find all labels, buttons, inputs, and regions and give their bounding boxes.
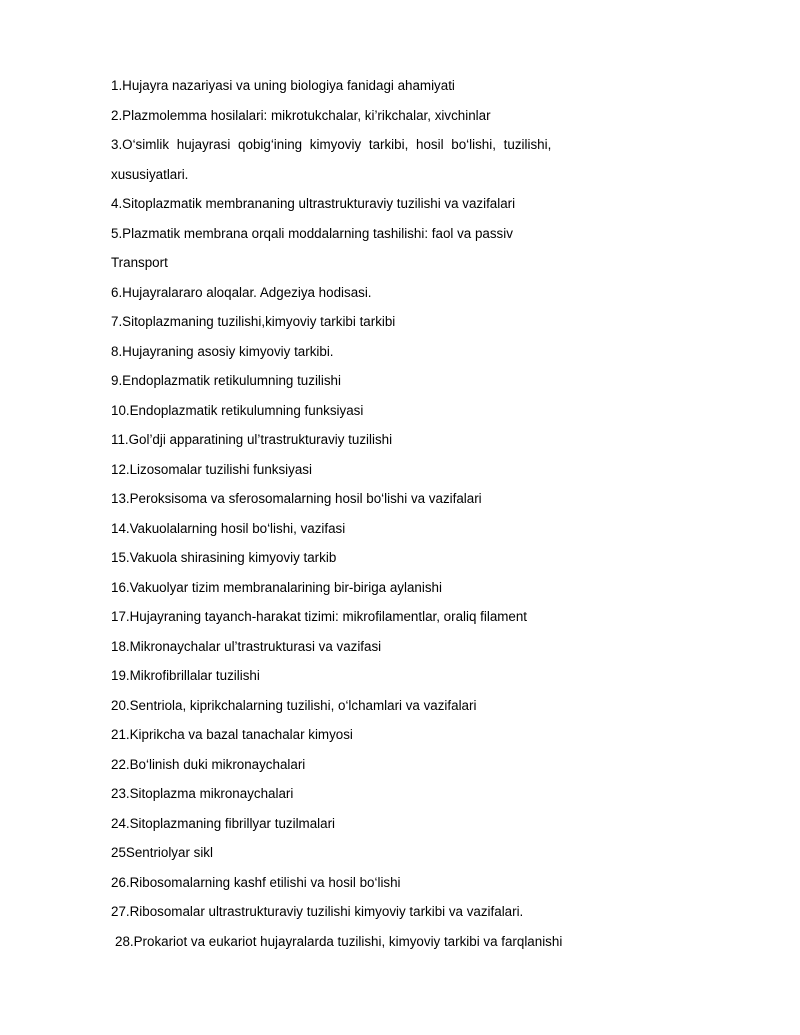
list-item: 25Sentriolyar sikl <box>111 845 213 860</box>
list-item: 22.Bo‘linish duki mikronaychalari <box>111 756 306 772</box>
topic-list <box>111 71 581 956</box>
list-item: 28.Prokariot va eukariot hujayralarda tuzilishi, kimyoviy tarkibi va farqlanishi <box>115 933 563 949</box>
list-item: 6.Hujayralararo aloqalar. Adgeziya hodisasi. <box>111 284 372 300</box>
list-item: 27.Ribosomalar ultrastrukturaviy tuzilishi kimyoviy tarkibi va vazifalari. <box>111 904 524 919</box>
list-item: 7.Sitoplazmaning tuzilishi,kimyoviy tarkibi tarkibi <box>111 314 396 329</box>
list-item: xususiyatlari. <box>111 166 189 182</box>
list-item: 23.Sitoplazma mikronaychalari <box>111 786 294 801</box>
list-item: 15.Vakuola shirasining kimyoviy tarkib <box>111 550 337 565</box>
list-item: 9.Endoplazmatik retikulumning tuzilishi <box>111 373 341 388</box>
list-item: 26.Ribosomalarning kashf etilishi va hosil bo‘lishi <box>111 874 401 890</box>
list-item: 19.Mikrofibrillalar tuzilishi <box>111 668 260 683</box>
list-item: 20.Sentriola, kiprikchalarning tuzilishi, o‘lchamlari va vazifalari <box>111 697 477 713</box>
list-item: 2.Plazmolemma hosilalari: mikrotukchalar, ki’rikchalar, xivchinlar <box>111 107 491 123</box>
list-item: Transport <box>111 255 168 270</box>
list-item: 14.Vakuolalarning hosil bo‘lishi, vazifasi <box>111 520 346 536</box>
list-item: 11.Gol’dji apparatining ul’trastrukturaviy tuzilishi <box>111 432 393 447</box>
list-item: 16.Vakuolyar tizim membranalarining bir-biriga aylanishi <box>111 579 442 595</box>
list-item: 10.Endoplazmatik retikulumning funksiyasi <box>111 402 364 418</box>
list-item: 21.Kiprikcha va bazal tanachalar kimyosi <box>111 727 353 742</box>
list-item: 13.Peroksisoma va sferosomalarning hosil bo‘lishi va vazifalari <box>111 491 482 506</box>
list-item: 4.Sitoplazmatik membrananing ultrastrukturaviy tuzilishi va vazifalari <box>111 196 516 211</box>
list-item: 8.Hujayraning asosiy kimyoviy tarkibi. <box>111 343 334 359</box>
list-item: 1.Hujayra nazariyasi va uning biologiya fanidagi ahamiyati <box>111 78 455 93</box>
list-item: 18.Mikronaychalar ul’trastrukturasi va vazifasi <box>111 638 382 654</box>
list-item: 3.O‘simlik hujayrasi qobig‘ining kimyoviy tarkibi, hosil bo‘lishi, tuzilishi, <box>111 137 552 152</box>
list-item: 5.Plazmatik membrana orqali moddalarning tashilishi: faol va passiv <box>111 225 513 241</box>
list-item: 17.Hujayraning tayanch-harakat tizimi: mikrofilamentlar, oraliq filament <box>111 609 528 624</box>
list-item: 24.Sitoplazmaning fibrillyar tuzilmalari <box>111 815 336 831</box>
list-item: 12.Lizosomalar tuzilishi funksiyasi <box>111 461 312 477</box>
